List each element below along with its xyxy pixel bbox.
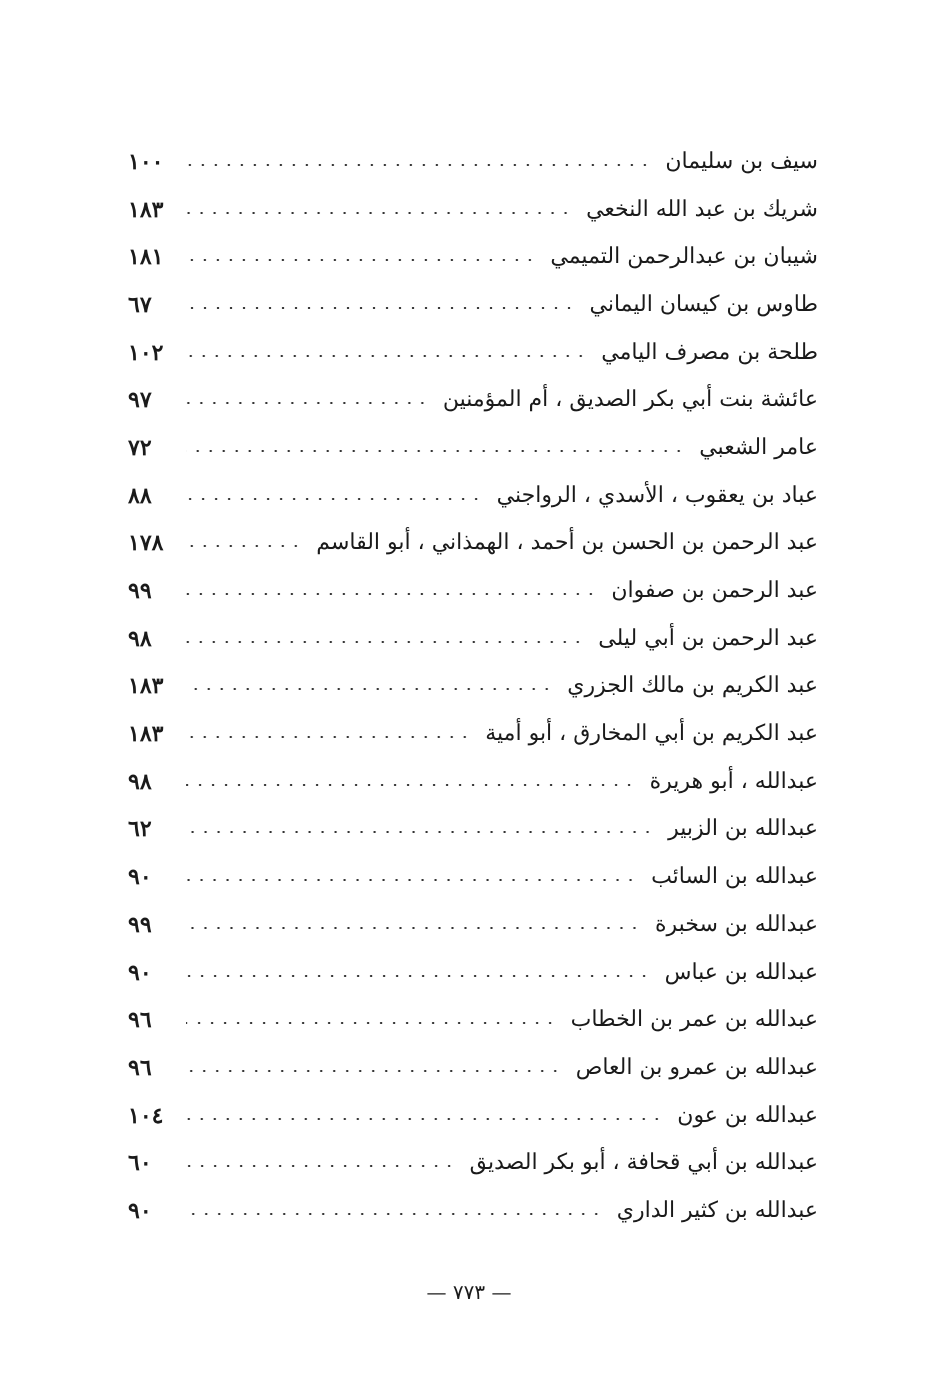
index-entry	[128, 281, 818, 329]
entry-name: عبدالله بن كثير الداري	[616, 1197, 818, 1223]
entry-name: عبدالله بن السائب	[651, 864, 818, 890]
index-entry	[128, 710, 818, 758]
index-entry	[128, 1092, 818, 1140]
entry-page-number: ٩٠	[128, 864, 152, 891]
index-entry	[128, 472, 818, 520]
entry-name: شيبان بن عبدالرحمن التميمي	[550, 244, 818, 270]
dot-leader	[186, 545, 302, 547]
dot-leader	[186, 688, 553, 690]
dot-leader	[186, 593, 597, 595]
index-entry	[128, 615, 818, 663]
index-entry	[128, 806, 818, 854]
entry-name: عبدالله ، أبو هريرة	[649, 768, 818, 794]
entry-page-number: ٦٢	[128, 816, 152, 843]
page-number-footer: — ٧٧٣ —	[426, 1280, 512, 1304]
entry-page-number: ٩٨	[128, 768, 152, 795]
entry-page-number: ٩٦	[128, 1007, 152, 1034]
index-entry	[128, 186, 818, 234]
entry-name: عبدالله بن الزبير	[668, 816, 818, 842]
entry-name: عائشة بنت أبي بكر الصديق ، أم المؤمنين	[442, 387, 818, 413]
entry-page-number: ١٨١	[128, 244, 164, 271]
entry-name: عبد الكريم بن مالك الجزري	[567, 673, 818, 699]
entry-name: عبد الكريم بن أبي المخارق ، أبو أمية	[485, 721, 818, 747]
dot-leader	[186, 927, 641, 929]
entry-name: عبدالله بن عمر بن الخطاب	[570, 1007, 818, 1033]
entry-name: شريك بن عبد الله النخعي	[586, 196, 818, 222]
entry-page-number: ١٧٨	[128, 530, 164, 557]
entry-page-number: ٨٨	[128, 482, 152, 509]
entry-page-number: ٩٨	[128, 625, 152, 652]
index-entry	[128, 901, 818, 949]
index-entry	[128, 520, 818, 568]
entry-page-number: ١٨٣	[128, 196, 164, 223]
dot-leader	[186, 1213, 603, 1215]
dot-leader	[186, 307, 576, 309]
entry-name: طاوس بن كيسان اليماني	[589, 291, 818, 317]
entry-page-number: ١٠٢	[128, 339, 164, 366]
index-entry	[128, 663, 818, 711]
entry-name: طلحة بن مصرف اليامي	[601, 339, 818, 365]
index-entry	[128, 949, 818, 997]
entry-page-number: ٩٩	[128, 578, 152, 605]
entry-page-number: ٦٧	[128, 291, 152, 318]
entry-page-number: ١٨٣	[128, 721, 164, 748]
dot-leader	[186, 831, 654, 833]
entry-name: عبدالله بن عون	[677, 1102, 818, 1128]
dot-leader	[186, 1070, 562, 1072]
entry-page-number: ٩٩	[128, 911, 152, 938]
entry-name: عبدالله بن عباس	[664, 959, 818, 985]
index-entry	[128, 853, 818, 901]
entry-page-number: ١٨٣	[128, 673, 164, 700]
dot-leader	[186, 784, 636, 786]
dot-leader	[186, 1022, 557, 1024]
dot-leader	[186, 498, 483, 500]
index-entry	[128, 1044, 818, 1092]
entry-name: عبدالله بن أبي قحافة ، أبو بكر الصديق	[469, 1150, 818, 1176]
index-entry	[128, 233, 818, 281]
entry-page-number: ٦٠	[128, 1150, 152, 1177]
index-entry	[128, 376, 818, 424]
entry-name: عبد الرحمن بن الحسن بن أحمد ، الهمذاني ، أبو القاسم	[316, 530, 818, 556]
entry-name: عباد بن يعقوب ، الأسدي ، الرواجني	[496, 482, 818, 508]
dot-leader	[186, 641, 584, 643]
index-entry	[128, 329, 818, 377]
entry-page-number: ٩٦	[128, 1054, 152, 1081]
dot-leader	[186, 259, 536, 261]
index-entry	[128, 758, 818, 806]
entry-name: سيف بن سليمان	[665, 148, 818, 174]
entry-name: عبد الرحمن بن أبي ليلى	[598, 625, 818, 651]
index-entry	[128, 138, 818, 186]
dot-leader	[186, 1118, 663, 1120]
dot-leader	[186, 164, 651, 166]
entry-page-number: ٩٠	[128, 959, 152, 986]
index-entry	[128, 996, 818, 1044]
dot-leader	[186, 975, 651, 977]
entry-page-number: ٧٢	[128, 434, 152, 461]
entry-name: عامر الشعبي	[699, 434, 818, 460]
dot-leader	[186, 450, 685, 452]
entry-page-number: ٩٠	[128, 1197, 152, 1224]
entry-page-number: ٩٧	[128, 387, 152, 414]
entry-page-number: ١٠٤	[128, 1102, 164, 1129]
entry-page-number: ١٠٠	[128, 148, 164, 175]
dot-leader	[186, 402, 429, 404]
index-entry	[128, 424, 818, 472]
entry-name: عبد الرحمن بن صفوان	[611, 578, 818, 604]
entry-name: عبدالله بن سخبرة	[654, 911, 818, 937]
index-entry	[128, 567, 818, 615]
name-index-list	[128, 138, 818, 1235]
dot-leader	[186, 1165, 456, 1167]
dot-leader	[186, 212, 572, 214]
index-entry	[128, 1187, 818, 1235]
dot-leader	[186, 736, 471, 738]
index-entry	[128, 1139, 818, 1187]
entry-name: عبدالله بن عمرو بن العاص	[575, 1054, 818, 1080]
dot-leader	[186, 355, 587, 357]
dot-leader	[186, 879, 637, 881]
